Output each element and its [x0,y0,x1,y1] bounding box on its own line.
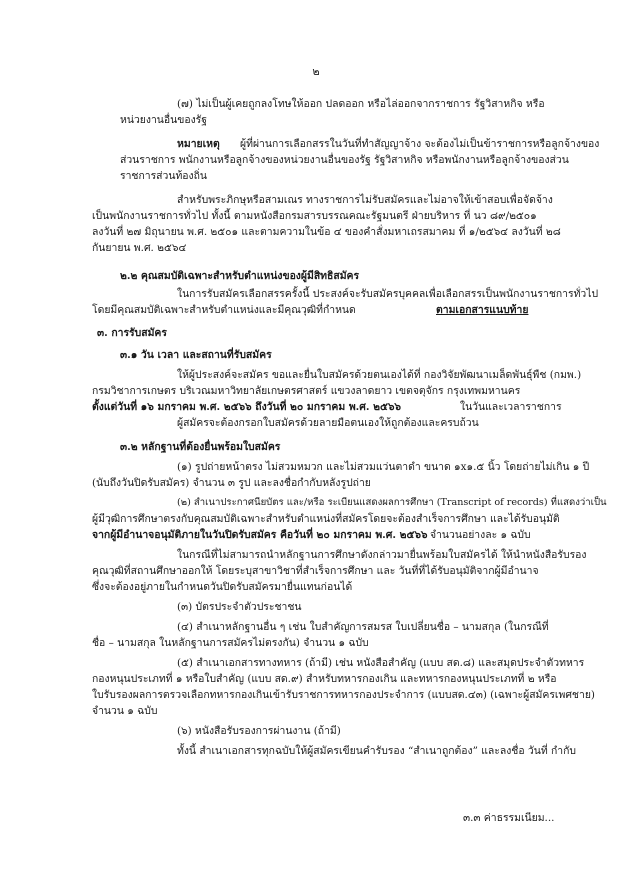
text-line: ผู้มีวุฒิการศึกษาตรงกับคุณสมบัติเฉพาะสำหรับตำแหน่งที่สมัครโดยจะต้องสำเร็จการศึกษา และได้รับอนุมัติ [92,513,560,525]
text-line: กรมวิชาการเกษตร บริเวณมหาวิทยาลัยเกษตรศาสตร์ แขวงลาดยาว เขตจตุจักร กรุงเทพมหานคร [92,385,521,397]
text-line: ใบรับรองผลการตรวจเลือกทหารกองเกินเข้ารับราชการทหารกองประจำการ (แบบสด.๔๓) (เฉพาะผู้สมัครเพศชาย) [92,689,595,701]
text-line: (นับถึงวันปิดรับสมัคร) จำนวน ๓ รูป และลงชื่อกำกับหลังรูปถ่าย [92,477,371,489]
note-label: หมายเหตุ [177,138,220,150]
text-line: (๑) รูปถ่ายหน้าตรง ไม่สวมหมวก และไม่สวมแว่นตาดำ ขนาด ๑x๑.๕ นิ้ว โดยถ่ายไม่เกิน ๑ ปี [177,461,590,473]
application-dates: ตั้งแต่วันที่ ๑๖ มกราคม พ.ศ. ๒๕๖๖ ถึงวันที่ ๒๐ มกราคม พ.ศ. ๒๕๖๖ [92,401,402,413]
text-line: ชื่อ – นามสกุล ในหลักฐานการสมัครไม่ตรงกัน) จำนวน ๑ ฉบับ [92,637,369,649]
text-line: ในการรับสมัครเลือกสรรครั้งนี้ ประสงค์จะรับสมัครบุคคลเพื่อเลือกสรรเป็นพนักงานราชการทั่วไป [177,288,599,300]
section-heading: ๒.๒ คุณสมบัติเฉพาะสำหรับตำแหน่งของผู้มีสิทธิสมัคร [120,270,360,282]
text-line: โดยมีคุณสมบัติเฉพาะสำหรับตำแหน่งและมีคุณวุฒิที่กำหนด [92,304,356,316]
page-number: ๒ [312,65,320,78]
continuation-note: ๓.๓ ค่าธรรมเนียม... [463,812,555,824]
text-line: หน่วยงานอื่นของรัฐ [120,114,207,126]
text-line: ผู้สมัครจะต้องกรอกใบสมัครด้วยลายมือตนเองให้ถูกต้องและครบถ้วน [177,417,479,429]
text-line: คุณวุฒิที่สถานศึกษาออกให้ โดยระบุสาขาวิชาที่สำเร็จการศึกษา และ วันที่ที่ได้รับอนุมัติจากผู้มีอำนาจ [92,565,539,577]
text-line: ให้ผู้ประสงค์จะสมัคร ขอและยื่นใบสมัครด้วยตนเองได้ที่ กองวิจัยพัฒนาเมล็ดพันธุ์พืช (กมพ.) [177,369,582,381]
text-line: (๔) สำเนาหลักฐานอื่น ๆ เช่น ใบสำคัญการสมรส ใบเปลี่ยนชื่อ – นามสกุล (ในกรณีที่ [177,621,549,633]
text-line: (๓) บัตรประจำตัวประชาชน [177,601,302,613]
section-heading: ๓.๑ วัน เวลา และสถานที่รับสมัคร [120,349,272,361]
closing-date: จากผู้มีอำนาจอนุมัติภายในวันปิดรับสมัคร คือวันที่ ๒๐ มกราคม พ.ศ. ๒๕๖๖ [92,529,428,541]
text-line: จำนวน ๑ ฉบับ [92,705,158,717]
text-line: ราชการส่วนท้องถิ่น [120,170,208,182]
text-line: กันยายน พ.ศ. ๒๕๖๔ [92,242,187,254]
text-line: (๒) สำเนาประกาศนียบัตร และ/หรือ ระเบียนแสดงผลการศึกษา (Transcript of records) ที่แสดงว่าเป็น [177,497,607,508]
text-line: กองหนุนประเภทที่ ๑ หรือใบสำคัญ (แบบ สด.๙) สำหรับทหารกองเกิน และทหารกองหนุนประเภทที่ ๒ หรือ [92,673,557,685]
text-line: ในกรณีที่ไม่สามารถนำหลักฐานการศึกษาดังกล่าวมายื่นพร้อมใบสมัครได้ ให้นำหนังสือรับรอง [177,549,587,561]
text-line: จำนวนอย่างละ ๑ ฉบับ [430,529,531,541]
text-line: ทั้งนี้ สำเนาเอกสารทุกฉบับให้ผู้สมัครเขียนคำรับรอง “สำเนาถูกต้อง” และลงชื่อ วันที่ กำกับ [177,745,577,757]
attachment-reference: ตามเอกสารแนบท้าย [436,304,529,316]
text-line: ส่วนราชการ พนักงานหรือลูกจ้างของหน่วยงานอื่นของรัฐ รัฐวิสาหกิจ หรือพนักงานหรือลูกจ้างของส่วน [120,154,569,166]
text-line: ในวันและเวลาราชการ [460,401,562,413]
text-line: (๗) ไม่เป็นผู้เคยถูกลงโทษให้ออก ปลดออก หรือไล่ออกจากราชการ รัฐวิสาหกิจ หรือ [177,98,545,110]
text-line: สำหรับพระภิกษุหรือสามเณร ทางราชการไม่รับสมัครและไม่อาจให้เข้าสอบเพื่อจัดจ้าง [177,194,553,206]
text-line: ซึ่งจะต้องอยู่ภายในกำหนดวันปิดรับสมัครมายื่นแทนก่อนได้ [92,581,353,593]
text-line: เป็นพนักงานราชการทั่วไป ทั้งนี้ ตามหนังสือกรมสารบรรณคณะรัฐมนตรี ฝ่ายบริหาร ที่ นว ๘๙/๒๕๐๑ [92,210,537,222]
text-line: ผู้ที่ผ่านการเลือกสรรในวันที่ทำสัญญาจ้าง จะต้องไม่เป็นข้าราชการหรือลูกจ้างของ [240,138,600,150]
section-heading: ๓.๒ หลักฐานที่ต้องยื่นพร้อมใบสมัคร [120,441,281,453]
section-heading: ๓. การรับสมัคร [97,327,167,339]
text-line: (๕) สำเนาเอกสารทางทหาร (ถ้ามี) เช่น หนังสือสำคัญ (แบบ สด.๘) และสมุดประจำตัวทหาร [177,657,585,669]
text-line: (๖) หนังสือรับรองการผ่านงาน (ถ้ามี) [177,725,341,737]
text-line: ลงวันที่ ๒๗ มิถุนายน พ.ศ. ๒๕๐๑ และตามความในข้อ ๔ ของคำสั่งมหาเถรสมาคม ที่ ๑/๒๕๖๔ ลงวันที่ ๒๘ [92,226,561,238]
